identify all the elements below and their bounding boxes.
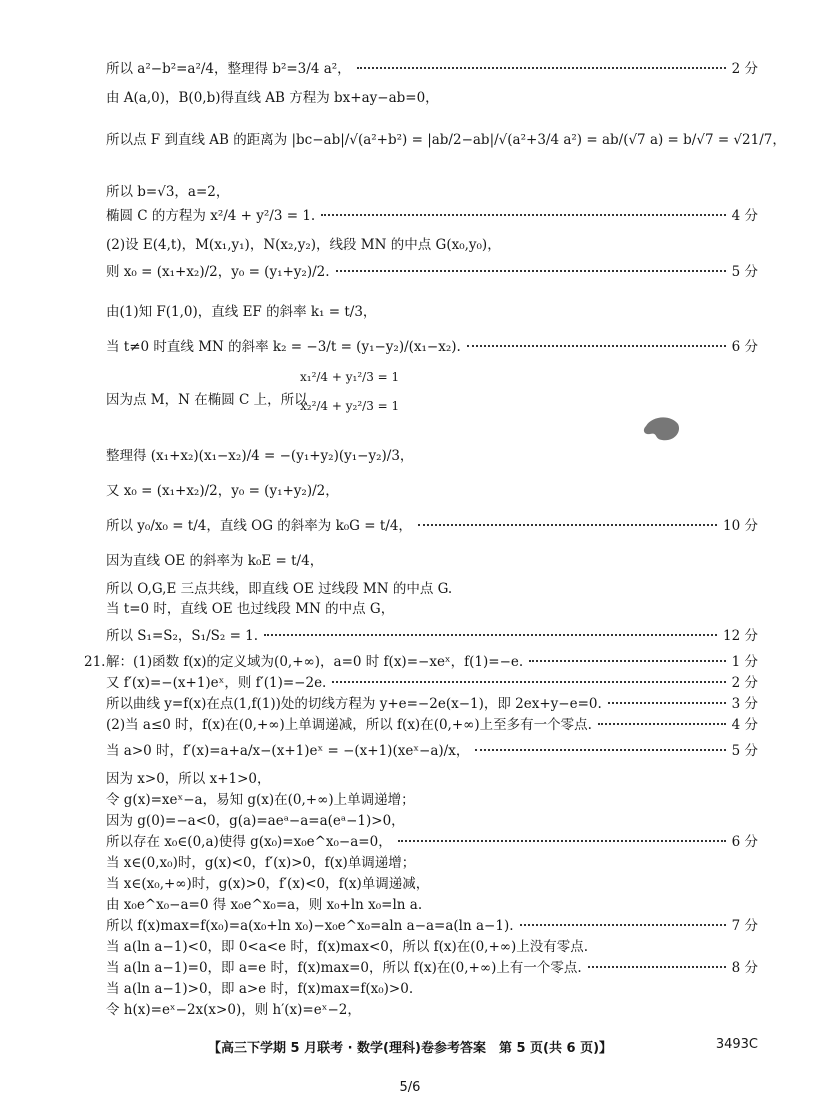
line-text: 因为 x>0，所以 x+1>0， (106, 771, 271, 787)
score-mark: 8 分 (731, 960, 758, 976)
line-text: 因为点 M，N 在椭圆 C 上，所以 (106, 392, 308, 408)
document-code: 3493C (715, 1037, 758, 1052)
dot-leader (588, 966, 726, 968)
dot-leader (598, 723, 726, 725)
score-mark: 7 分 (731, 918, 758, 934)
score-mark: 5 分 (731, 743, 758, 759)
page-footer-title: 【高三下学期 5 月联考 · 数学(理科)卷参考答案 第 5 页(共 6 页)】 (207, 1041, 613, 1056)
solution-line (106, 896, 758, 914)
line-text: 由 A(a,0)，B(0,b)得直线 AB 方程为 bx+ay−ab=0， (106, 90, 439, 106)
line-text: 因为 g(0)=−a<0，g(a)=aeᵃ−a=a(eᵃ−1)>0， (106, 813, 405, 829)
equation-1: x₁²/4 + y₁²/3 = 1 (300, 370, 400, 384)
solution-line (106, 263, 758, 281)
dot-leader (264, 634, 717, 636)
line-text: 当 a>0 时，f′(x)=a+a/x−(x+1)eˣ = −(x+1)(xeˣ−a)/x， (106, 743, 470, 759)
line-text: 由(1)知 F(1,0)，直线 EF 的斜率 k₁ = t/3， (106, 304, 377, 320)
solution-line (106, 391, 758, 409)
line-text: 解：(1)函数 f(x)的定义域为(0,+∞)，a=0 时 f(x)=−xeˣ，f(1)=−e. (106, 654, 524, 670)
line-text: 令 h(x)=eˣ−2x(x>0)，则 h′(x)=eˣ−2， (106, 1002, 361, 1018)
score-mark: 2 分 (731, 675, 758, 691)
solution-line (106, 854, 758, 872)
score-mark: 1 分 (731, 654, 758, 670)
line-text: 所以 O,G,E 三点共线，即直线 OE 过线段 MN 的中点 G. (106, 581, 453, 597)
solution-line (106, 875, 758, 893)
ink-smudge (640, 412, 684, 446)
solution-line (106, 980, 758, 998)
line-text: 则 x₀ = (x₁+x₂)/2，y₀ = (y₁+y₂)/2. (106, 264, 330, 280)
solution-line (106, 770, 758, 788)
solution-line (106, 653, 758, 671)
line-text: 又 x₀ = (x₁+x₂)/2，y₀ = (y₁+y₂)/2， (106, 483, 339, 499)
dot-leader (529, 660, 725, 662)
score-mark: 10 分 (723, 518, 758, 534)
equation-system (300, 370, 399, 414)
line-text: 椭圆 C 的方程为 x²/4 + y²/3 = 1. (106, 208, 316, 224)
line-text: 所以 y₀/x₀ = t/4，直线 OG 的斜率为 k₀G = t/4， (106, 518, 412, 534)
line-text: 所以曲线 y=f(x)在点(1,f(1))处的切线方程为 y+e=−2e(x−1)，即 2ex+y−e=0. (106, 696, 602, 712)
line-text: 当 t≠0 时直线 MN 的斜率 k₂ = −3/t = (y₁−y₂)/(x₁−x₂). (106, 339, 461, 355)
line-text: 整理得 (x₁+x₂)(x₁−x₂)/4 = −(y₁+y₂)(y₁−y₂)/3， (106, 448, 414, 464)
solution-line (106, 447, 758, 465)
line-text: 所以存在 x₀∈(0,a)使得 g(x₀)=x₀e^x₀−a=0， (106, 834, 392, 850)
solution-line (106, 833, 758, 851)
line-text: 令 g(x)=xeˣ−a，易知 g(x)在(0,+∞)上单调递增； (106, 792, 415, 808)
solution-line (106, 812, 758, 830)
page-number: 5/6 (399, 1080, 421, 1095)
score-mark: 5 分 (731, 264, 758, 280)
solution-line (106, 627, 758, 645)
solution-line (106, 917, 758, 935)
line-text: 所以 S₁=S₂，S₁/S₂ = 1. (106, 628, 259, 644)
solution-line (106, 131, 786, 149)
score-mark: 2 分 (731, 61, 758, 77)
line-text: 由 x₀e^x₀−a=0 得 x₀e^x₀=a，则 x₀+ln x₀=ln a. (106, 897, 423, 913)
line-text: 所以 a²−b²=a²/4，整理得 b²=3/4 a²， (106, 61, 351, 77)
dot-leader (418, 524, 717, 526)
dot-leader (398, 840, 726, 842)
dot-leader (336, 270, 726, 272)
score-mark: 4 分 (731, 717, 758, 733)
line-text: 当 a(ln a−1)>0，即 a>e 时，f(x)max=f(x₀)>0. (106, 981, 414, 997)
line-text: 当 a(ln a−1)<0，即 0<a<e 时，f(x)max<0，所以 f(x)在(0,+∞)上没有零点. (106, 939, 589, 955)
score-mark: 3 分 (731, 696, 758, 712)
solution-line (106, 207, 758, 225)
solution-line (106, 338, 758, 356)
solution-line (106, 1001, 758, 1019)
line-text: 所以 b=√3，a=2， (106, 184, 230, 200)
solution-line (106, 791, 758, 809)
score-mark: 6 分 (731, 339, 758, 355)
solution-line (106, 695, 758, 713)
score-mark: 6 分 (731, 834, 758, 850)
solution-line (106, 60, 758, 78)
line-text: 当 a(ln a−1)=0，即 a=e 时，f(x)max=0，所以 f(x)在(0,+∞)上有一个零点. (106, 960, 582, 976)
problem-number: 21. (84, 654, 106, 670)
line-text: 所以 f(x)max=f(x₀)=a(x₀+ln x₀)−x₀e^x₀=aln a−a=a(ln a−1). (106, 918, 514, 934)
solution-line (106, 716, 758, 734)
line-text: 所以点 F 到直线 AB 的距离为 |bc−ab|/√(a²+b²) = |ab/2−ab|/√(a²+3/4 a²) = ab/(√7 a) = b/√7 = √21/7， (106, 132, 786, 148)
equation-2: x₂²/4 + y₂²/3 = 1 (300, 399, 400, 413)
solution-line (106, 517, 758, 535)
dot-leader (467, 345, 726, 347)
dot-leader (520, 924, 726, 926)
dot-leader (332, 681, 725, 683)
solution-line (106, 580, 758, 598)
score-mark: 12 分 (723, 628, 758, 644)
solution-line (106, 742, 758, 760)
solution-line (106, 600, 758, 618)
line-text: 又 f′(x)=−(x+1)eˣ，则 f′(1)=−2e. (106, 675, 327, 691)
line-text: 因为直线 OE 的斜率为 k₀E = t/4， (106, 553, 324, 569)
line-text: (2)设 E(4,t)，M(x₁,y₁)，N(x₂,y₂)，线段 MN 的中点 G(x₀,y₀)， (106, 237, 501, 253)
line-text: (2)当 a≤0 时，f(x)在(0,+∞)上单调递减，所以 f(x)在(0,+∞)上至多有一个零点. (106, 717, 592, 733)
dot-leader (475, 749, 725, 751)
solution-line (106, 89, 758, 107)
line-text: 当 t=0 时，直线 OE 也过线段 MN 的中点 G， (106, 601, 395, 617)
solution-line (106, 236, 758, 254)
solution-line (106, 552, 758, 570)
score-mark: 4 分 (731, 208, 758, 224)
solution-line (106, 303, 758, 321)
solution-line (106, 482, 758, 500)
line-text: 当 x∈(x₀,+∞)时，g(x)>0，f′(x)<0，f(x)单调递减， (106, 876, 430, 892)
solution-line (106, 183, 758, 201)
solution-line (106, 959, 758, 977)
dot-leader (608, 702, 726, 704)
solution-line (106, 938, 758, 956)
solution-line (106, 674, 758, 692)
dot-leader (357, 67, 726, 69)
dot-leader (321, 214, 725, 216)
line-text: 当 x∈(0,x₀)时，g(x)<0，f′(x)>0，f(x)单调递增； (106, 855, 416, 871)
